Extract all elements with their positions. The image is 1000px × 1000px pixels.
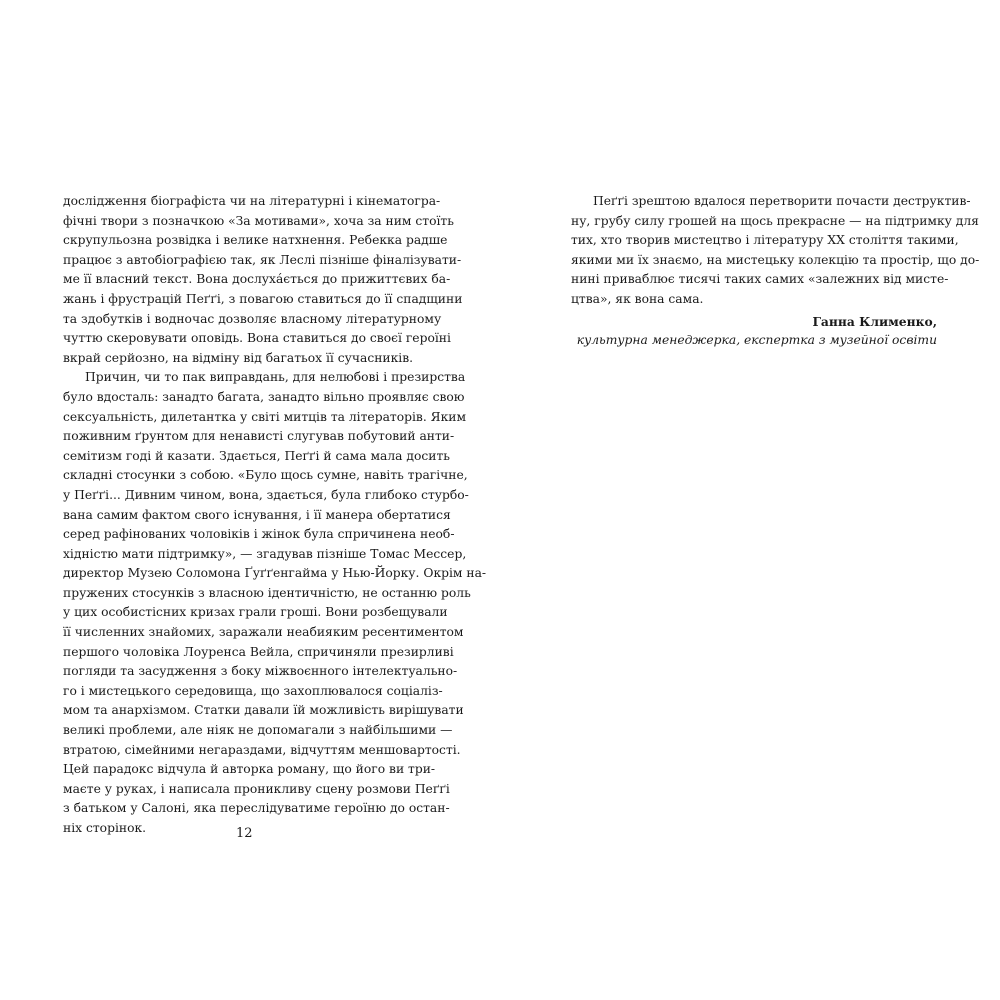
- text-line: працює з автобіографією так, як Леслі пізніше фіналізувати-: [63, 252, 462, 267]
- text-line: скрупульозна розвідка і велике натхнення. Ребекка радше: [63, 233, 448, 248]
- text-line: нині приваблює тисячі таких самих «залежних від мисте-: [571, 272, 949, 287]
- text-line: великі проблеми, але ніяк не допомагали з найбільшими —: [63, 723, 453, 738]
- text-line: тих, хто творив мистецтво і літературу ХХ століття такими,: [571, 233, 959, 248]
- text-line: мом та анархізмом. Статки давали їй можливість вирішувати: [63, 703, 464, 718]
- text-line: було вдосталь: занадто багата, занадто вільно проявляє свою: [63, 389, 465, 404]
- text-line: дослідження біографіста чи на літературні і кінематогра-: [63, 194, 441, 208]
- text-line: ме її власний текст. Вона дослухáється до прижиттєвих ба-: [63, 272, 451, 287]
- text-line: першого чоловіка Лоуренса Вейла, спричиняли презирливі: [63, 644, 454, 659]
- text-line: вана самим фактом свого існування, і її манера обертатися: [63, 507, 451, 522]
- text-line: Цей парадокс відчула й авторка роману, що його ви три-: [63, 762, 436, 777]
- text-line: її численних знайомих, заражали неабияким ресентиментом: [63, 625, 464, 640]
- text-line: ну, грубу силу грошей на щось прекрасне — на підтримку для: [571, 213, 979, 228]
- text-line: у Пеґґі... Дивним чином, вона, здається, була глибоко стурбо-: [63, 487, 469, 502]
- page-number: 12: [236, 826, 253, 841]
- text-line: поживним ґрунтом для ненависті слугував побутовий анти-: [63, 429, 455, 444]
- text-line: го і мистецького середовища, що захоплювалося соціаліз-: [63, 683, 443, 698]
- right-page-text: [571, 192, 980, 351]
- text-line: цтва», як вона сама.: [571, 291, 704, 306]
- text-line: директор Музею Соломона Ґуґґенгайма у Нью-Йорку. Окрім на-: [63, 566, 487, 581]
- text-line: з батьком у Салоні, яка переслідуватиме героїню до остан-: [63, 801, 450, 816]
- text-line: серед рафінованих чоловіків і жінок була спричинена необ-: [63, 527, 455, 542]
- text-line: Причин, чи то пак виправдань, для нелюбові і презирства: [85, 370, 466, 385]
- text-line: якими ми їх знаємо, на мистецьку колекцію та простір, що до-: [571, 252, 980, 267]
- left-page-text: [63, 192, 487, 839]
- signature-name: Ганна Клименко,: [812, 313, 937, 329]
- text-line: складні стосунки з собою. «Було щось сумне, навіть трагічне,: [63, 468, 468, 483]
- text-line: та здобутків і водночас дозволяє власному літературному: [63, 311, 442, 326]
- text-line: сексуальність, дилетантка у світі митців та літераторів. Яким: [63, 409, 467, 424]
- text-line: фічні твори з позначкою «За мотивами», хоча за ним стоїть: [63, 213, 454, 228]
- text-line: семітизм годі й казати. Здається, Пеґґі й сама мала досить: [63, 448, 450, 463]
- text-line: у цих особистісних кризах грали гроші. Вони розбещували: [63, 605, 448, 620]
- text-line: вкрай серйозно, на відміну від багатьох її сучасників.: [63, 350, 414, 365]
- text-line: хідністю мати підтримку», — згадував пізніше Томас Мессер,: [63, 546, 467, 561]
- text-line: погляди та засудження з боку міжвоєнного інтелектуально-: [63, 664, 458, 679]
- text-line: пружених стосунків з власною ідентичністю, не останню роль: [63, 585, 471, 600]
- text-line: Пеґґі зрештою вдалося перетворити почасти деструктив-: [593, 194, 971, 208]
- signature-role: культурна менеджерка, експертка з музейної освіти: [576, 333, 937, 348]
- text-line: маєте у руках, і написала проникливу сцену розмови Пеґґі: [63, 781, 450, 796]
- text-line: ніх сторінок.: [63, 821, 147, 835]
- text-line: жань і фрустрацій Пеґґі, з повагою ставиться до її спадщини: [63, 291, 463, 306]
- text-line: втратою, сімейними негараздами, відчуттям меншовартості.: [63, 742, 461, 757]
- text-line: чуттю скеровувати оповідь. Вона ставиться до своєї героїні: [63, 331, 451, 346]
